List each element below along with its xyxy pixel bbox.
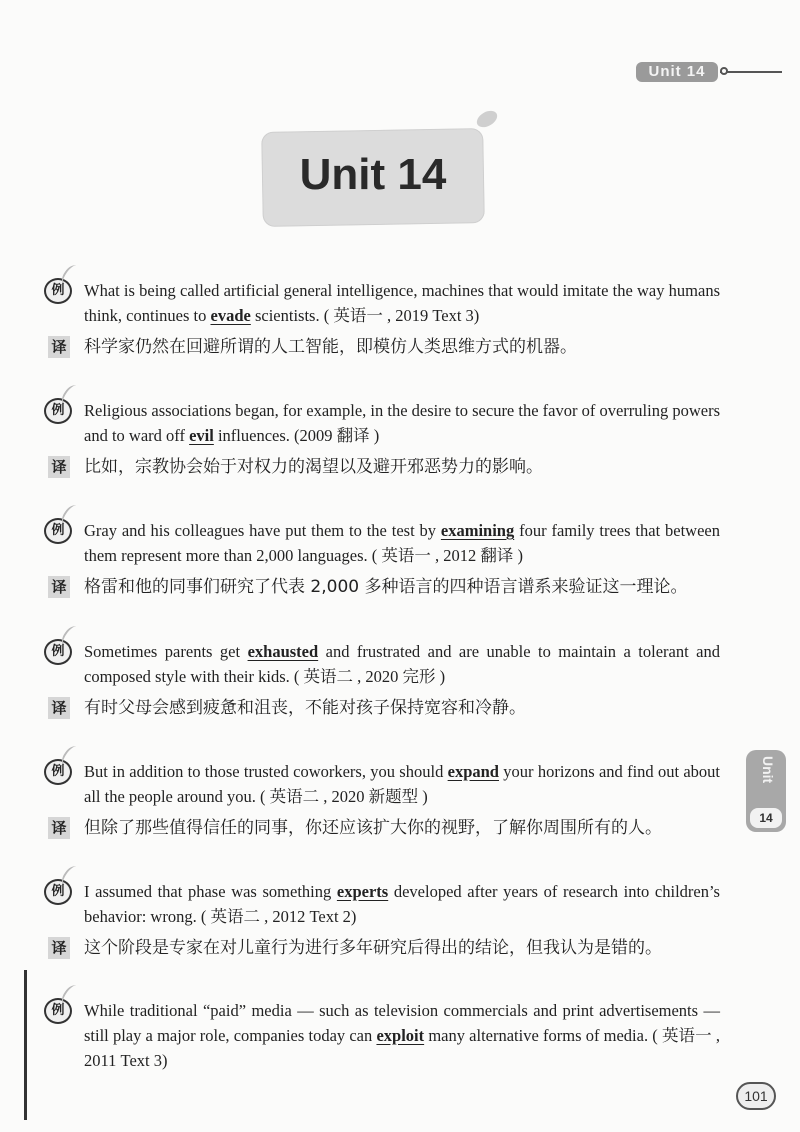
left-margin-rule (24, 970, 27, 1120)
translation-badge: 译 (48, 336, 70, 358)
example-entry (44, 398, 720, 480)
example-badge: 例 (44, 518, 72, 544)
keyword: evil (189, 426, 214, 445)
example-sentence: While traditional “paid” media — such as television commercials and print advertisements — still play a major role, companies today can exploit many alternative forms of media. ( 英语一 , 2011 Text 3) (84, 1001, 720, 1070)
title-decoration (474, 107, 500, 130)
example-badge: 例 (44, 879, 72, 905)
example-entry (44, 639, 720, 721)
keyword: examining (440, 521, 515, 540)
translation-badge: 译 (48, 817, 70, 839)
keyword: exhausted (247, 642, 319, 661)
example-entry (44, 278, 720, 360)
example-entry (44, 879, 720, 961)
side-tab-number: 14 (750, 808, 782, 828)
translation-text: 科学家仍然在回避所谓的人工智能，即模仿人类思维方式的机器。 (84, 337, 577, 357)
translation-text: 格雷和他的同事们研究了代表 2,000 多种语言的四种语言谱系来验证这一理论。 (84, 577, 688, 597)
header-rule-dot (720, 67, 728, 75)
example-badge: 例 (44, 759, 72, 785)
example-badge: 例 (44, 998, 72, 1024)
side-tab-label: Unit (760, 756, 776, 784)
keyword: evade (210, 306, 251, 325)
translation-text: 这个阶段是专家在对儿童行为进行多年研究后得出的结论，但我认为是错的。 (84, 938, 662, 958)
header-rule (720, 71, 782, 73)
example-sentence: But in addition to those trusted coworkers, you should expand your horizons and find out about all the people around you. ( 英语二 , 2020 新题型 ) (84, 762, 720, 806)
example-badge: 例 (44, 278, 72, 304)
translation-badge: 译 (48, 456, 70, 478)
translation-text: 但除了那些值得信任的同事，你还应该扩大你的视野，了解你周围所有的人。 (84, 818, 662, 838)
example-sentence: I assumed that phase was something experts developed after years of research into children’s behavior: wrong. ( 英语二 , 2012 Text 2) (84, 882, 720, 926)
translation-badge: 译 (48, 697, 70, 719)
translation-text: 比如，宗教协会始于对权力的渴望以及避开邪恶势力的影响。 (84, 457, 543, 477)
translation-text: 有时父母会感到疲惫和沮丧，不能对孩子保持宽容和冷静。 (84, 698, 526, 718)
example-sentence: What is being called artificial general intelligence, machines that would imitate the way humans think, continues to evade scientists. ( 英语一 , 2019 Text 3) (84, 281, 720, 325)
example-entry (44, 518, 720, 600)
keyword: experts (336, 882, 389, 901)
example-sentence: Gray and his colleagues have put them to the test by examining four family trees that between them represent more than 2,000 languages. ( 英语一 , 2012 翻译 ) (84, 521, 720, 565)
example-entry (44, 759, 720, 841)
keyword: exploit (376, 1026, 425, 1045)
translation-badge: 译 (48, 576, 70, 598)
page-number: 101 (736, 1082, 776, 1110)
page-title: Unit 14 (299, 150, 447, 199)
example-badge: 例 (44, 398, 72, 424)
example-sentence: Sometimes parents get exhausted and frustrated and are unable to maintain a tolerant and composed style with their kids. ( 英语二 , 2020 完形 ) (84, 642, 720, 686)
example-entry (44, 998, 720, 1073)
example-sentence: Religious associations began, for example, in the desire to secure the favor of overruling powers and to ward off evil influences. (2009 翻译 ) (84, 401, 720, 445)
unit-header-tag: Unit 14 (636, 62, 718, 82)
keyword: expand (447, 762, 499, 781)
translation-badge: 译 (48, 937, 70, 959)
example-badge: 例 (44, 639, 72, 665)
